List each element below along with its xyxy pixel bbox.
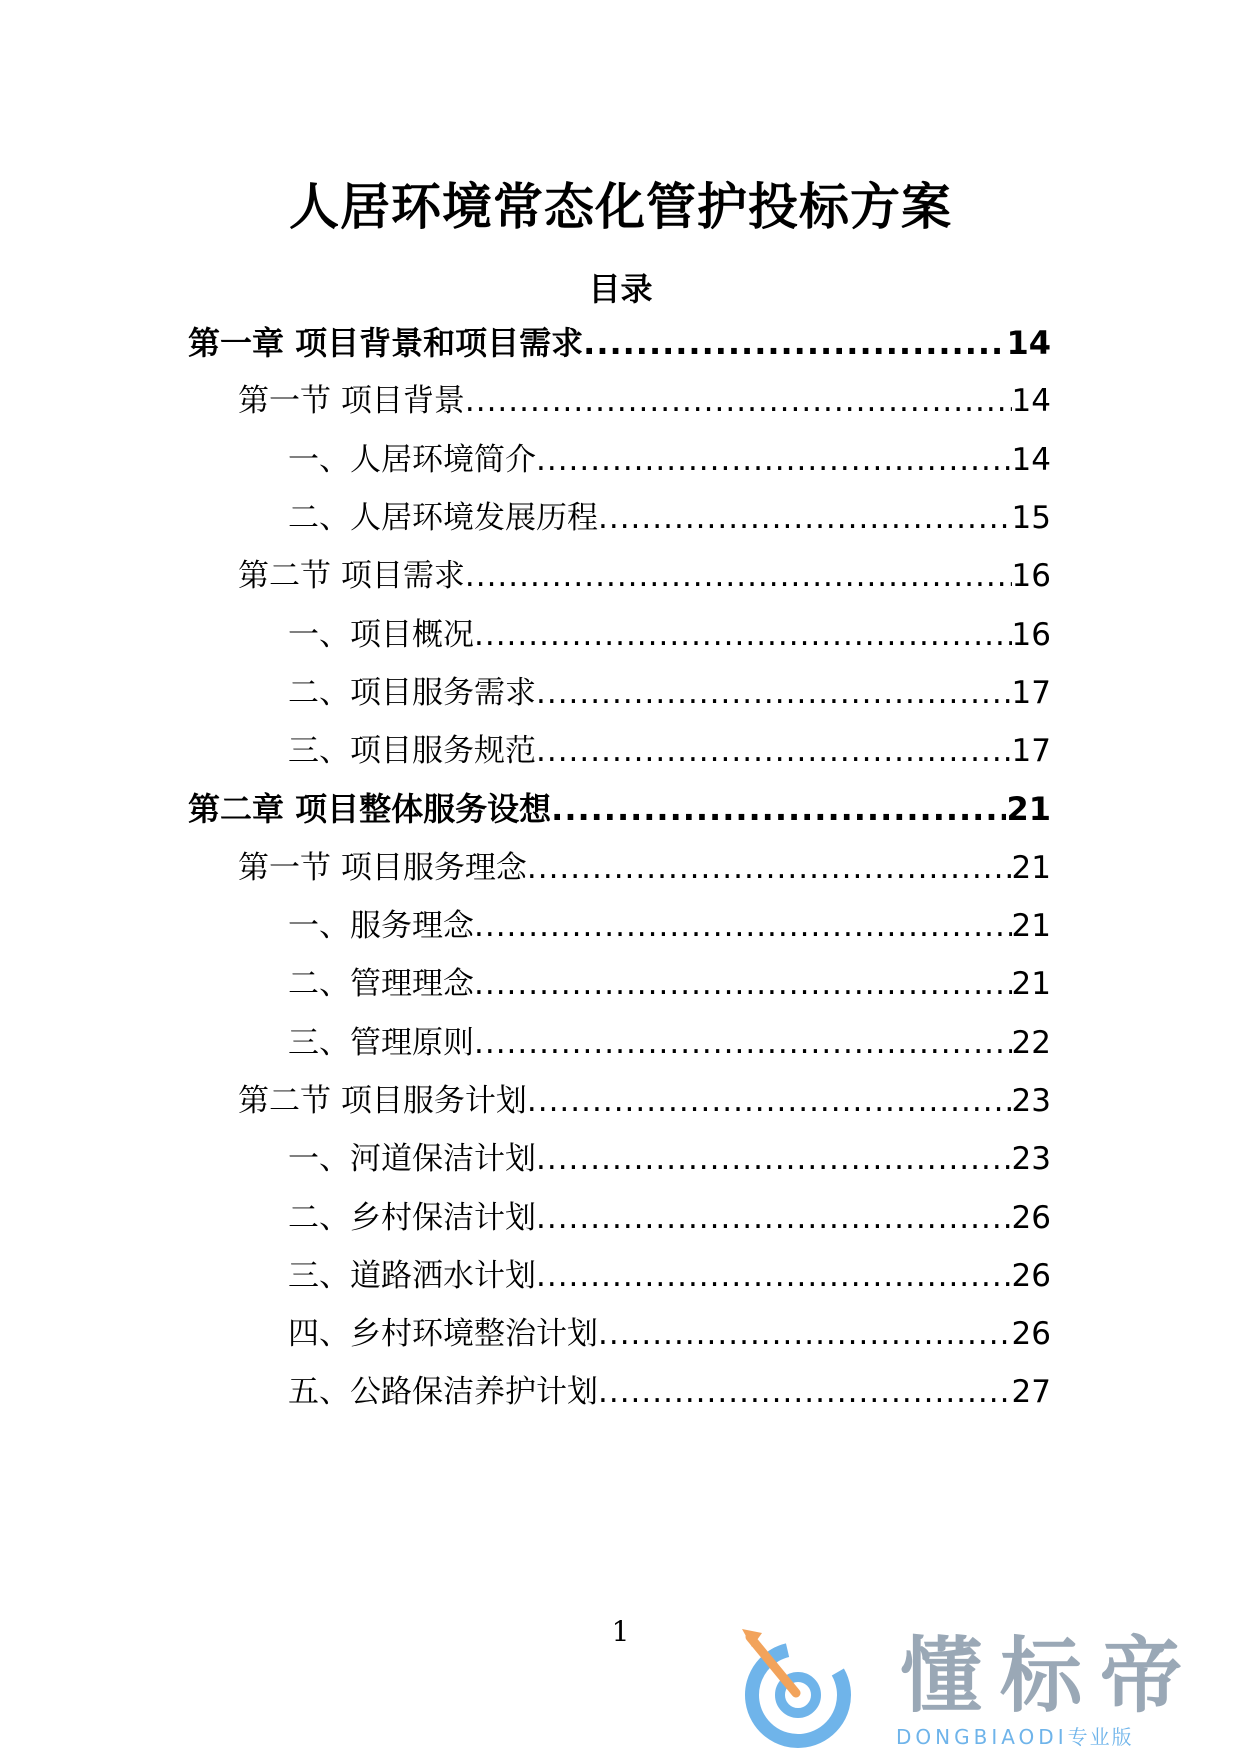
toc-dot-leader: [536, 1256, 1012, 1296]
toc-dot-leader: [474, 615, 1012, 655]
toc-entry-page: 21: [1011, 908, 1051, 944]
toc-entry[interactable]: [288, 1306, 1051, 1354]
toc-entry-label: 二、项目服务需求: [288, 674, 536, 711]
toc-entry[interactable]: [238, 548, 1051, 596]
toc-entry-page: 17: [1011, 733, 1051, 770]
toc-entry[interactable]: [288, 1131, 1051, 1179]
toc-dot-leader: [598, 498, 1012, 538]
toc-entry-page: 26: [1011, 1257, 1051, 1294]
toc-entry-label: 第一节 项目背景: [238, 383, 465, 420]
toc-entry-page: 21: [1011, 966, 1051, 1003]
toc-entry-label: 第二节 项目需求: [238, 558, 465, 595]
brand-name: 懂标帝: [900, 1629, 1201, 1724]
toc-entry-label: 三、道路洒水计划: [288, 1257, 536, 1294]
brand-edition: 专业版: [1067, 1725, 1134, 1749]
toc-entry-page: 21: [1011, 849, 1051, 886]
toc-dot-leader: [536, 1139, 1012, 1179]
toc-entry-page: 21: [1006, 790, 1051, 829]
page-number: 1: [611, 1615, 630, 1648]
toc-dot-leader: [536, 731, 1012, 771]
toc-entry[interactable]: [288, 665, 1051, 713]
toc-entry[interactable]: [288, 1190, 1051, 1238]
toc-entry[interactable]: [288, 956, 1051, 1004]
toc-entry-page: 16: [1011, 616, 1051, 653]
toc-entry-page: 14: [1011, 441, 1051, 478]
toc-entry-page: 22: [1011, 1024, 1051, 1061]
toc-entry[interactable]: [288, 490, 1051, 538]
target-logo-icon: [740, 1625, 860, 1750]
toc-entry-page: 15: [1011, 499, 1051, 536]
toc-entry-page: 26: [1011, 1199, 1051, 1236]
toc-dot-leader: [536, 673, 1012, 713]
toc-dot-leader: [474, 1023, 1012, 1063]
toc-dot-leader: [474, 964, 1012, 1004]
toc-entry[interactable]: [288, 898, 1051, 946]
toc-entry[interactable]: [188, 781, 1051, 829]
toc-entry-label: 一、项目概况: [288, 616, 474, 653]
toc-entry-label: 第一章 项目背景和项目需求: [188, 324, 584, 362]
toc-entry-label: 三、项目服务规范: [288, 733, 536, 770]
brand-latin: DONGBIAODI: [896, 1725, 1068, 1749]
toc-entry-label: 四、乡村环境整治计划: [288, 1316, 598, 1353]
toc-entry-page: 23: [1011, 1141, 1051, 1178]
toc-entry[interactable]: [288, 723, 1051, 771]
toc-entry[interactable]: [288, 1364, 1051, 1412]
toc-entry-label: 二、管理理念: [288, 966, 474, 1003]
toc-dot-leader: [527, 1081, 1012, 1121]
toc-entry[interactable]: [238, 1073, 1051, 1121]
toc-entry-label: 第二章 项目整体服务设想: [188, 790, 552, 829]
toc-dot-leader: [583, 323, 1006, 363]
toc-dot-leader: [465, 556, 1012, 596]
toc-entry-label: 第一节 项目服务理念: [238, 849, 527, 886]
toc-entry-label: 五、公路保洁养护计划: [288, 1374, 598, 1411]
toc-dot-leader: [598, 1372, 1012, 1412]
toc-dot-leader: [536, 440, 1012, 480]
toc-dot-leader: [551, 789, 1006, 829]
toc-dot-leader: [465, 381, 1012, 421]
toc-entry-page: 17: [1011, 674, 1051, 711]
toc-entry[interactable]: [238, 840, 1051, 888]
toc-dot-leader: [527, 848, 1012, 888]
toc-dot-leader: [474, 906, 1012, 946]
toc-entry-label: 一、人居环境简介: [288, 441, 536, 478]
toc-entry[interactable]: [188, 315, 1051, 363]
toc-entry[interactable]: [288, 1248, 1051, 1296]
toc-entry-page: 14: [1006, 324, 1051, 362]
toc-entry-page: 16: [1011, 558, 1051, 595]
brand-subtitle: [896, 1725, 1134, 1749]
toc-entry-page: 27: [1011, 1374, 1051, 1411]
toc-entry-label: 二、人居环境发展历程: [288, 499, 598, 536]
document-title: 人居环境常态化管护投标方案: [289, 178, 952, 236]
toc-dot-leader: [598, 1314, 1012, 1354]
toc-entry-page: 26: [1011, 1316, 1051, 1353]
toc-entry[interactable]: [288, 432, 1051, 480]
toc-entry[interactable]: [288, 1015, 1051, 1063]
toc-entry-label: 三、管理原则: [288, 1024, 474, 1061]
toc-entry-label: 一、河道保洁计划: [288, 1141, 536, 1178]
toc-entry-page: 23: [1011, 1082, 1051, 1119]
watermark: [740, 1625, 1220, 1750]
toc-entry-label: 一、服务理念: [288, 908, 474, 944]
toc-entry-label: 二、乡村保洁计划: [288, 1199, 536, 1236]
toc-heading: 目录: [588, 270, 653, 308]
toc-entry-page: 14: [1011, 383, 1051, 420]
toc-entry-label: 第二节 项目服务计划: [238, 1082, 527, 1119]
toc-dot-leader: [536, 1198, 1012, 1238]
toc-entry[interactable]: [288, 607, 1051, 655]
toc-entry[interactable]: [238, 373, 1051, 421]
